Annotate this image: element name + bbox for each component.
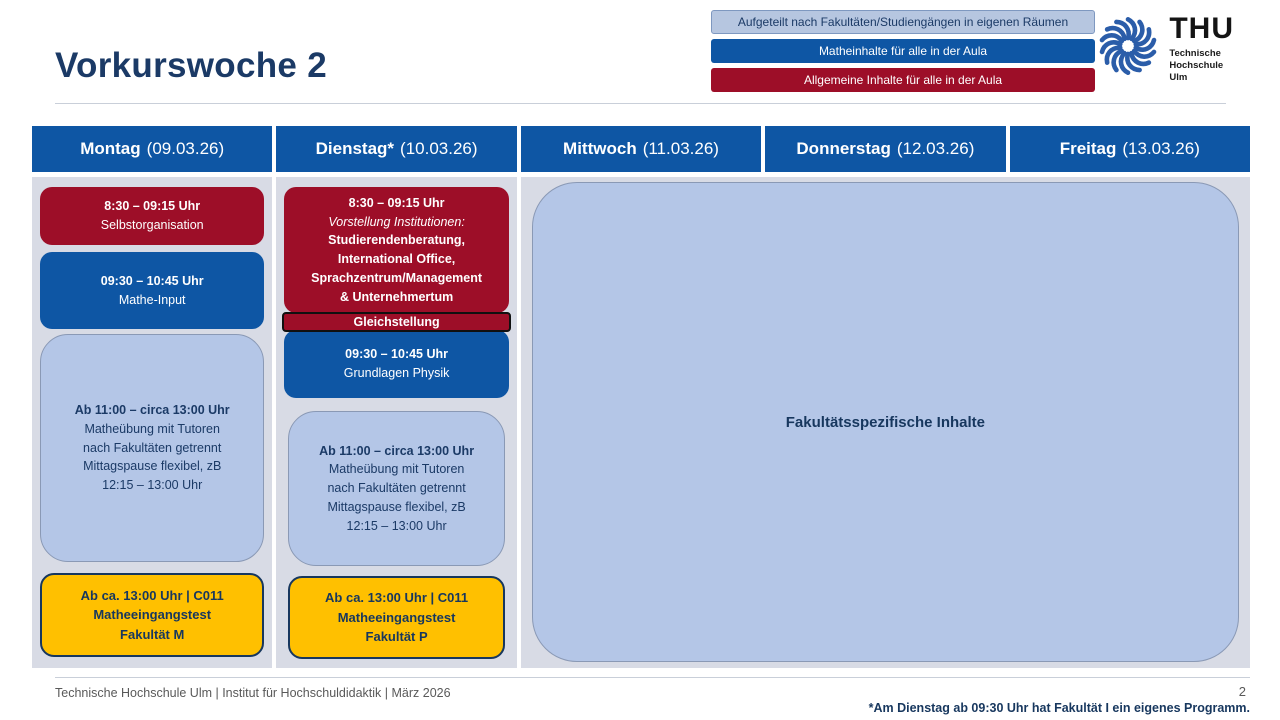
legend-item-math-aula: Matheinhalte für alle in der Aula [711,39,1095,63]
event-matheeingangstest-p: Ab ca. 13:00 Uhr | C011 Matheeingangstest Fakultät P [288,576,504,659]
event-gleichstellung: Gleichstellung [282,312,510,332]
calendar-body [32,177,1250,668]
day-header-freitag: Freitag (13.03.26) [1010,126,1250,172]
legend [711,10,1095,92]
event-selbstorganisation: 8:30 – 09:15 Uhr Selbstorganisation [40,187,264,245]
day-header-dienstag: Dienstag* (10.03.26) [276,126,516,172]
footer-divider [55,677,1250,678]
legend-item-faculty-rooms: Aufgeteilt nach Fakultäten/Studiengängen in eigenen Räumen [711,10,1095,34]
thu-logo [1096,14,1234,84]
calendar-header-row [32,126,1250,172]
title-divider [55,103,1226,104]
day-header-donnerstag: Donnerstag (12.03.26) [765,126,1005,172]
column-mittwoch-freitag [521,177,1250,668]
footer-text: Technische Hochschule Ulm | Institut für Hochschuldidaktik | März 2026 [55,686,451,700]
page-title: Vorkurswoche 2 [55,46,327,85]
day-header-montag: Montag (09.03.26) [32,126,272,172]
page-number: 2 [1238,684,1246,699]
thu-logo-acronym: THU [1169,12,1234,45]
thu-logo-name: Technische Hochschule Ulm [1169,48,1224,83]
event-mathe-input: 09:30 – 10:45 Uhr Mathe-Input [40,252,264,329]
thu-swirl-icon [1096,14,1160,83]
event-matheuebung-montag: Ab 11:00 – circa 13:00 Uhr Matheübung mit Tutoren nach Fakultäten getrennt Mittagspause flexibel, zB 12:15 – 13:00 Uhr [40,334,264,562]
asterisk-footnote: *Am Dienstag ab 09:30 Uhr hat Fakultät I ein eigenes Programm. [868,701,1250,715]
day-header-mittwoch: Mittwoch (11.03.26) [521,126,761,172]
legend-item-general-aula: Allgemeine Inhalte für alle in der Aula [711,68,1095,92]
event-vorstellung-institutionen: 8:30 – 09:15 Uhr Vorstellung Institutionen: Studierendenberatung, International Office, Sprachzentrum/Management & Unternehmertum [284,187,508,313]
thu-logo-text [1169,14,1234,84]
event-fakultaetsspezifische-inhalte: Fakultätsspezifische Inhalte [532,182,1239,662]
column-montag [32,177,272,668]
event-grundlagen-physik: 09:30 – 10:45 Uhr Grundlagen Physik [284,330,508,398]
column-dienstag [276,177,516,668]
event-matheeingangstest-m: Ab ca. 13:00 Uhr | C011 Matheeingangstest Fakultät M [40,573,264,657]
event-matheuebung-dienstag: Ab 11:00 – circa 13:00 Uhr Matheübung mit Tutoren nach Fakultäten getrennt Mittagspause flexibel, zB 12:15 – 13:00 Uhr [288,411,504,566]
